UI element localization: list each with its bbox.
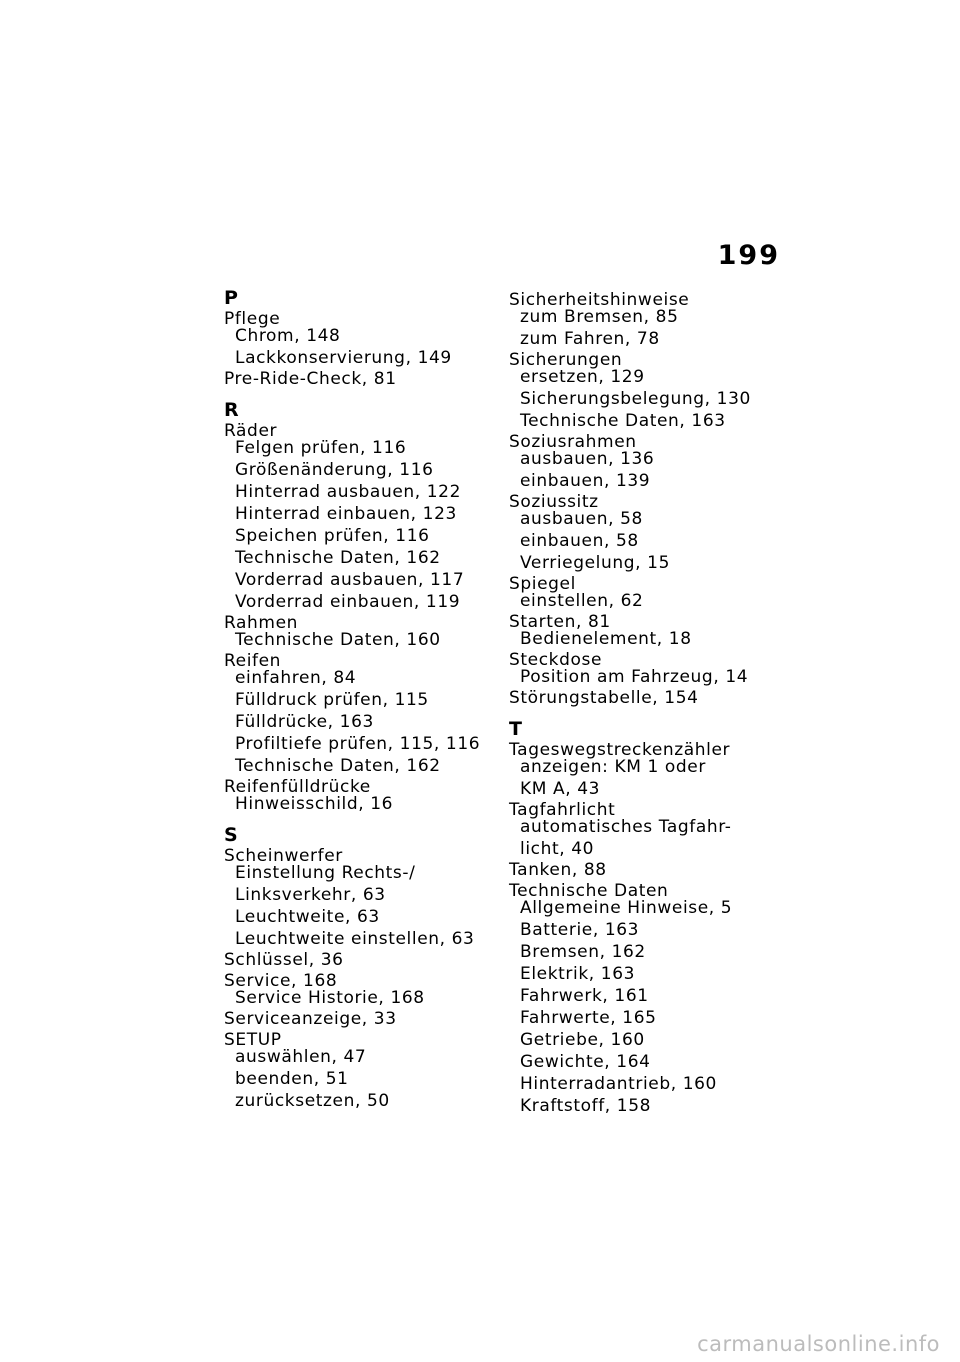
index-letter-heading: S: [224, 824, 238, 846]
index-subentry: Profiltiefe prüfen, 115, 116: [235, 734, 481, 754]
index-term: Schlüssel, 36: [224, 950, 344, 970]
index-column-right: [509, 289, 779, 1116]
index-subentry: Fülldruck prüfen, 115: [235, 690, 429, 710]
index-term: Service, 168: [224, 971, 338, 991]
index-subentry: Service Historie, 168: [235, 988, 425, 1008]
index-subentry: einfahren, 84: [235, 668, 357, 688]
index-term: Rahmen: [224, 613, 299, 633]
index-term: Räder: [224, 421, 278, 441]
index-subentry: Technische Daten, 160: [235, 630, 441, 650]
index-subentry: Speichen prüfen, 116: [235, 526, 430, 546]
index-subentry: Elektrik, 163: [520, 964, 636, 984]
index-letter-heading: P: [224, 287, 238, 309]
index-subentry: Lackkonservierung, 149: [235, 348, 452, 368]
index-term: Pre-Ride-Check, 81: [224, 369, 397, 389]
watermark: carmanualsonline.info: [697, 1332, 940, 1356]
index-subentry: einstellen, 62: [520, 591, 644, 611]
index-term: Tanken, 88: [509, 860, 607, 880]
index-subentry: Position am Fahrzeug, 14: [520, 667, 749, 687]
index-term: Spiegel: [509, 574, 576, 594]
index-term: Tageswegstreckenzähler: [509, 740, 731, 760]
index-term: Störungstabelle, 154: [509, 688, 699, 708]
index-subentry: ersetzen, 129: [520, 367, 645, 387]
index-subentry: Fahrwerte, 165: [520, 1008, 657, 1028]
index-subentry: Hinweisschild, 16: [235, 794, 394, 814]
index-subentry: Einstellung Rechts-/: [235, 863, 416, 883]
index-subentry: Getriebe, 160: [520, 1030, 645, 1050]
index-subentry: Gewichte, 164: [520, 1052, 651, 1072]
index-column-left: [224, 289, 494, 1111]
index-subentry-continuation: KM A, 43: [520, 779, 601, 799]
index-subentry: einbauen, 139: [520, 471, 651, 491]
index-term: Scheinwerfer: [224, 846, 343, 866]
index-subentry: Leuchtweite, 63: [235, 907, 380, 927]
index-term: Soziussitz: [509, 492, 599, 512]
index-term: Steckdose: [509, 650, 603, 670]
index-subentry: Bedienelement, 18: [520, 629, 692, 649]
index-subentry: Allgemeine Hinweise, 5: [520, 898, 733, 918]
index-term: Serviceanzeige, 33: [224, 1009, 397, 1029]
index-subentry: ausbauen, 58: [520, 509, 643, 529]
index-subentry-continuation: Linksverkehr, 63: [235, 885, 386, 905]
index-subentry: auswählen, 47: [235, 1047, 367, 1067]
index-term: Reifen: [224, 651, 282, 671]
index-subentry: Vorderrad ausbauen, 117: [235, 570, 465, 590]
index-subentry: ausbauen, 136: [520, 449, 655, 469]
index-subentry: zurücksetzen, 50: [235, 1091, 390, 1111]
index-subentry: zum Bremsen, 85: [520, 307, 679, 327]
index-subentry: Technische Daten, 163: [520, 411, 726, 431]
index-subentry: Hinterradantrieb, 160: [520, 1074, 717, 1094]
page-number: 199: [717, 240, 780, 271]
index-subentry: Fülldrücke, 163: [235, 712, 374, 732]
index-subentry: Bremsen, 162: [520, 942, 646, 962]
index-subentry: Fahrwerk, 161: [520, 986, 649, 1006]
index-subentry: einbauen, 58: [520, 531, 639, 551]
index-subentry: Technische Daten, 162: [235, 756, 441, 776]
index-term: Reifenfülldrücke: [224, 777, 371, 797]
index-subentry: automatisches Tagfahr-: [520, 817, 732, 837]
index-subentry-continuation: licht, 40: [520, 839, 595, 859]
index-subentry: zum Fahren, 78: [520, 329, 660, 349]
index-letter-heading: T: [509, 718, 522, 740]
index-term: Sicherungen: [509, 350, 623, 370]
index-subentry: Hinterrad einbauen, 123: [235, 504, 457, 524]
index-term: Tagfahrlicht: [509, 800, 616, 820]
index-term: Pflege: [224, 309, 281, 329]
index-subentry: Hinterrad ausbauen, 122: [235, 482, 462, 502]
index-subentry: beenden, 51: [235, 1069, 349, 1089]
index-subentry: Technische Daten, 162: [235, 548, 441, 568]
index-term: Soziusrahmen: [509, 432, 637, 452]
index-subentry: Sicherungsbelegung, 130: [520, 389, 751, 409]
index-term: Starten, 81: [509, 612, 611, 632]
index-subentry: Vorderrad einbauen, 119: [235, 592, 461, 612]
index-subentry: Verriegelung, 15: [520, 553, 670, 573]
index-subentry: Kraftstoff, 158: [520, 1096, 652, 1116]
index-subentry: Chrom, 148: [235, 326, 341, 346]
index-subentry: Leuchtweite einstellen, 63: [235, 929, 475, 949]
index-letter-heading: R: [224, 399, 239, 421]
index-subentry: Größenänderung, 116: [235, 460, 434, 480]
index-term: Sicherheitshinweise: [509, 290, 690, 310]
index-term: SETUP: [224, 1030, 282, 1050]
index-subentry: Batterie, 163: [520, 920, 640, 940]
index-term: Technische Daten: [509, 881, 669, 901]
index-subentry: Felgen prüfen, 116: [235, 438, 407, 458]
index-subentry: anzeigen: KM 1 oder: [520, 757, 706, 777]
